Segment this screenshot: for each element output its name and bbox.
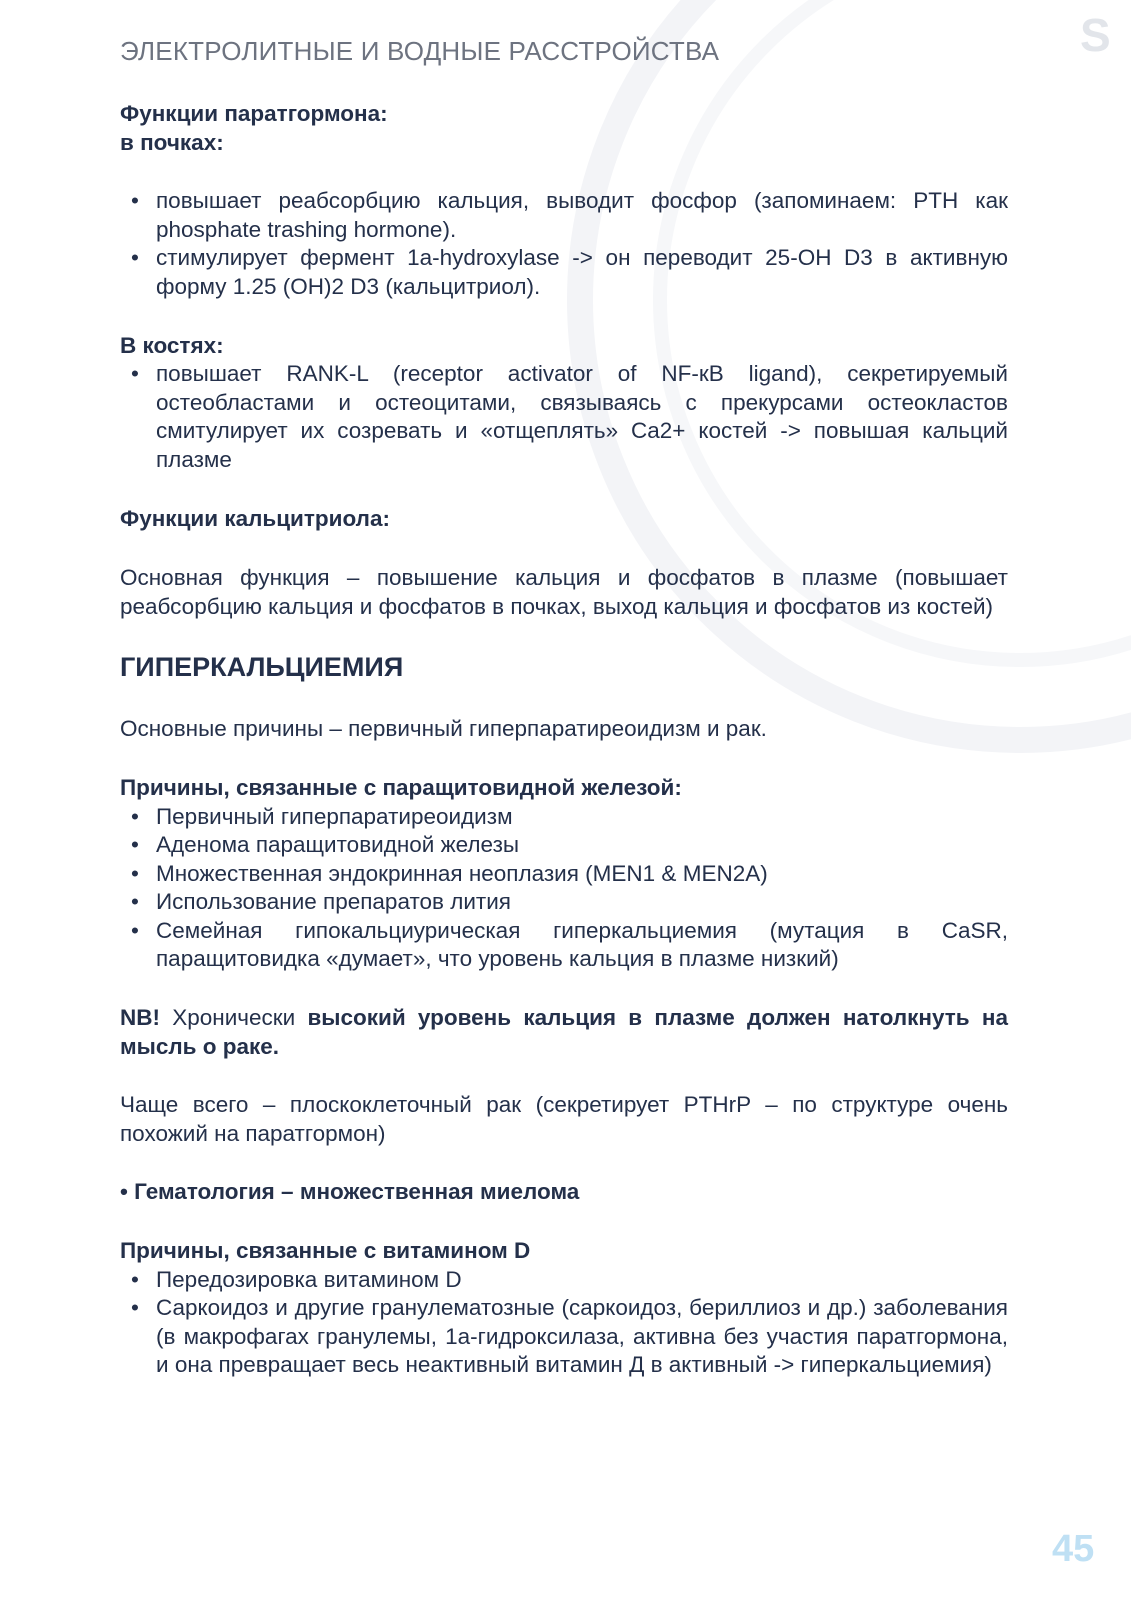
nb-bold-text: высокий уровень кальция в плазме должен натолкнуть на мысль о раке. bbox=[120, 1005, 1008, 1059]
pth-kidneys-list bbox=[120, 187, 1008, 301]
list-item: • Семейная гипокальциурическая гиперкальциемия (мутация в CaSR, паращитовидка «думает», что уровень кальция в плазме низкий) bbox=[156, 917, 1008, 974]
list-item: • Использование препаратов лития bbox=[156, 888, 1008, 917]
list-item: • повышает RANK-L (receptor activator of NF-кB ligand), секретируемый остеобластами и остеоцитами, связываясь с прекурсами остеокластов смитулирует их созревать и «отщеплять» Ca2+ костей -> повышая кальций плазме bbox=[156, 360, 1008, 474]
parathyroid-causes-heading: Причины, связанные с паращитовидной железой: bbox=[120, 774, 682, 800]
list-item: • стимулирует фермент 1a-hydroxylase -> он переводит 25-OH D3 в активную форму 1.25 (OH)2 D3 (кальцитриол). bbox=[156, 244, 1008, 301]
nb-label: NB! bbox=[120, 1005, 160, 1031]
pth-kidneys-heading: в почках: bbox=[120, 129, 224, 155]
list-item: • Аденома паращитовидной железы bbox=[156, 831, 1008, 860]
nb-normal-text: Хронически bbox=[172, 1005, 296, 1031]
calcitriol-heading: Функции кальцитриола: bbox=[120, 505, 390, 531]
list-item: • Первичный гиперпаратиреоидизм bbox=[156, 803, 1008, 832]
hematology-line: • Гематология – множественная миелома bbox=[120, 1179, 580, 1205]
calcitriol-text: Основная функция – повышение кальция и фосфатов в плазме (повышает реабсорбцию кальция и фосфатов в почках, выход кальция и фосфатов из костей) bbox=[120, 565, 1008, 619]
brand-logo: S bbox=[1080, 9, 1111, 61]
list-item: • Множественная эндокринная неоплазия (MEN1 & MEN2A) bbox=[156, 860, 1008, 889]
cancer-text: Чаще всего – плоскоклеточный рак (секретирует PTHrP – по структуре очень похожий на паратгормон) bbox=[120, 1092, 1008, 1146]
hypercalcemia-intro: Основные причины – первичный гиперпаратиреоидизм и рак. bbox=[120, 716, 767, 742]
pth-bones-heading: В костях: bbox=[120, 332, 224, 358]
list-item: • Саркоидоз и другие гранулематозные (саркоидоз, бериллиоз и др.) заболевания (в макрофагах гранулемы, 1a-гидроксилаза, активна без участия паратгормона, и она превращает весь неактивный витамин Д в активный -> гиперкальциемия) bbox=[156, 1294, 1008, 1380]
nb-note bbox=[120, 1004, 1008, 1061]
list-item: • повышает реабсорбцию кальция, выводит фосфор (запоминаем: PTH как phosphate trashing hormone). bbox=[156, 187, 1008, 244]
list-item: • Передозировка витамином D bbox=[156, 1266, 1008, 1295]
parathyroid-causes-list bbox=[120, 803, 1008, 975]
page-number: 45 bbox=[1052, 1528, 1095, 1570]
page-content bbox=[120, 100, 1008, 1380]
vitamin-d-causes-list bbox=[120, 1266, 1008, 1380]
vitamin-d-causes-heading: Причины, связанные с витамином D bbox=[120, 1238, 531, 1264]
pth-functions-heading: Функции паратгормона: bbox=[120, 101, 388, 126]
section-title-hypercalcemia: ГИПЕРКАЛЬЦИЕМИЯ bbox=[120, 652, 404, 683]
pth-bones-list bbox=[120, 360, 1008, 474]
running-header-title: ЭЛЕКТРОЛИТНЫЕ И ВОДНЫЕ РАССТРОЙСТВА bbox=[120, 36, 720, 66]
